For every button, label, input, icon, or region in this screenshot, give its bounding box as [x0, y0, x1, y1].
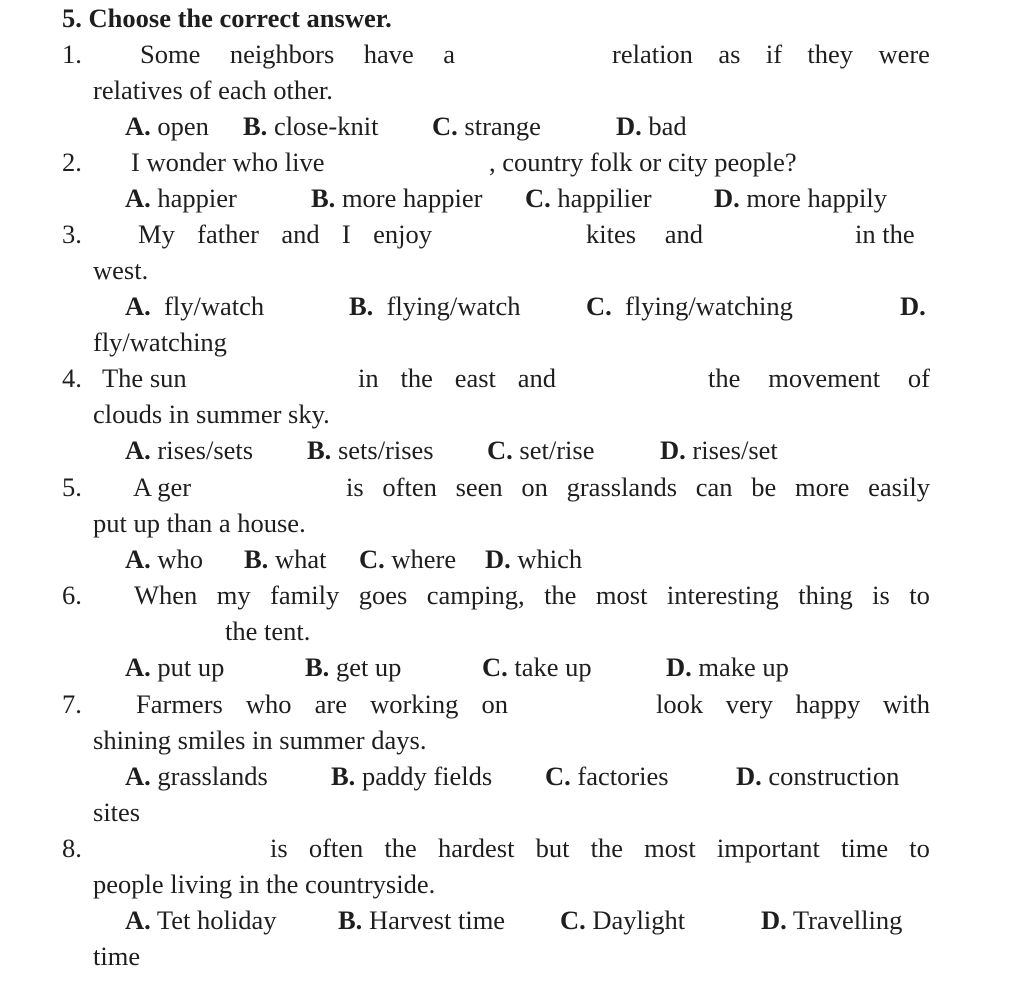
- word: of: [907, 363, 930, 393]
- word: movement: [768, 363, 881, 393]
- word: on: [481, 689, 508, 719]
- exercise-page: 5. Choose the correct answer. 1. Some neighbors have a relation as if they were relatives of each other. A. open B. close-knit C. strange D. bad 2. I wonder who live , country folk or city people? A. happier B. more happier C. happilier D. more happily 3. My father and I enjoy kites and in the west. A. fly/watch B. flying/watch C. flying/watching D. fly/watching 4. The sun in the east and the movement of clouds in summer sky. A. rises/sets B. sets/rises C. set/rise D. rises/set 5. A ger is often seen on grasslands can be more easily put up than a house. A. who B. what C. where D. which 6. When my family goes camping, the most interesting thing is to the tent. A. put up B. get up C. take up D. make up 7. Farmers who are working on look very happy with shining smiles in summer days. A. grasslands B. paddy fields C. factories D. construction sites 8. is often the hardest but the most important time to people living in the countryside. A. Tet holiday B. Harvest time C. Daylight D. Travelling time: [0, 0, 1024, 989]
- option-d[interactable]: D. Travelling: [761, 905, 903, 935]
- word: my: [216, 580, 251, 610]
- word: kites: [586, 219, 637, 249]
- option-a[interactable]: A. grasslands: [125, 761, 268, 791]
- word: can: [695, 472, 733, 502]
- word: father: [197, 219, 259, 249]
- option-d[interactable]: D. bad: [616, 111, 687, 141]
- word: interesting: [666, 580, 779, 610]
- word: seen: [455, 472, 503, 502]
- word: important: [716, 833, 820, 863]
- option-d[interactable]: D. make up: [666, 652, 789, 682]
- word: neighbors: [229, 39, 335, 69]
- option-d-letter[interactable]: D.: [900, 291, 926, 321]
- word: and: [281, 219, 320, 249]
- word: east: [454, 363, 496, 393]
- word: the: [590, 833, 623, 863]
- option-d[interactable]: D. construction: [736, 761, 900, 791]
- word: relation: [612, 39, 693, 69]
- option-c[interactable]: C. Daylight: [560, 905, 686, 935]
- word: very: [725, 689, 773, 719]
- word: are: [314, 689, 347, 719]
- option-b[interactable]: B. paddy fields: [331, 761, 493, 791]
- option-a[interactable]: A. happier: [125, 183, 237, 213]
- word: they: [807, 39, 854, 69]
- word: as: [718, 39, 741, 69]
- option-b[interactable]: B. get up: [305, 652, 402, 682]
- word: grasslands: [566, 472, 678, 502]
- word: most: [644, 833, 696, 863]
- word: family: [270, 580, 340, 610]
- option-c[interactable]: C. take up: [482, 652, 592, 682]
- word: the: [544, 580, 577, 610]
- question-text-after: [612, 36, 930, 72]
- word: if: [765, 39, 783, 69]
- word: easily: [868, 472, 930, 502]
- word: were: [878, 39, 930, 69]
- word: When: [134, 580, 198, 610]
- word: and: [517, 363, 556, 393]
- word: often: [382, 472, 437, 502]
- question-number: 1.: [62, 39, 82, 69]
- word: the: [384, 833, 417, 863]
- question-text-before: [140, 36, 455, 72]
- word: is: [346, 472, 364, 502]
- word: and: [664, 219, 703, 249]
- option-c[interactable]: C. strange: [432, 111, 541, 141]
- option-a[interactable]: A. who: [125, 544, 204, 574]
- option-c[interactable]: C. factories: [545, 761, 669, 791]
- option-a[interactable]: A. open: [125, 111, 209, 141]
- option-a[interactable]: A. Tet holiday: [125, 905, 277, 935]
- word: to: [909, 580, 930, 610]
- option-c[interactable]: C. set/rise: [487, 435, 595, 465]
- option-c[interactable]: C. flying/watching: [586, 291, 793, 321]
- word: is: [872, 580, 890, 610]
- exercise-title: 5. Choose the correct answer.: [62, 3, 392, 33]
- word: the: [400, 363, 433, 393]
- option-b[interactable]: B. close-knit: [243, 111, 379, 141]
- word: a: [443, 39, 455, 69]
- option-b[interactable]: B. sets/rises: [307, 435, 434, 465]
- word: hardest: [437, 833, 515, 863]
- word: happy: [795, 689, 861, 719]
- word: time: [841, 833, 889, 863]
- word: on: [521, 472, 548, 502]
- word: I: [341, 219, 351, 249]
- option-b[interactable]: B. flying/watch: [349, 291, 521, 321]
- word: with: [882, 689, 930, 719]
- word: but: [535, 833, 570, 863]
- option-a[interactable]: A. fly/watch: [125, 291, 265, 321]
- word: look: [656, 689, 704, 719]
- word: enjoy: [373, 219, 432, 249]
- option-d[interactable]: D. rises/set: [660, 435, 778, 465]
- option-c[interactable]: C. happilier: [525, 183, 652, 213]
- word: to: [909, 833, 930, 863]
- word: Some: [140, 39, 201, 69]
- option-d[interactable]: D. more happily: [714, 183, 887, 213]
- option-a[interactable]: A. put up: [125, 652, 225, 682]
- option-b[interactable]: B. Harvest time: [338, 905, 506, 935]
- option-d[interactable]: D. which: [485, 544, 583, 574]
- word: who: [245, 689, 292, 719]
- word: the: [708, 363, 741, 393]
- word: in: [358, 363, 379, 393]
- option-b[interactable]: B. what: [244, 544, 327, 574]
- word: have: [363, 39, 414, 69]
- word: Farmers: [136, 689, 223, 719]
- word: camping,: [426, 580, 525, 610]
- word: is: [270, 833, 288, 863]
- option-b[interactable]: B. more happier: [311, 183, 483, 213]
- word: more: [794, 472, 850, 502]
- option-c[interactable]: C. where: [359, 544, 457, 574]
- word: thing: [798, 580, 853, 610]
- word: working: [370, 689, 459, 719]
- word: be: [751, 472, 777, 502]
- option-a[interactable]: A. rises/sets: [125, 435, 254, 465]
- word: most: [595, 580, 648, 610]
- word: often: [308, 833, 364, 863]
- word: My: [138, 219, 175, 249]
- word: goes: [358, 580, 408, 610]
